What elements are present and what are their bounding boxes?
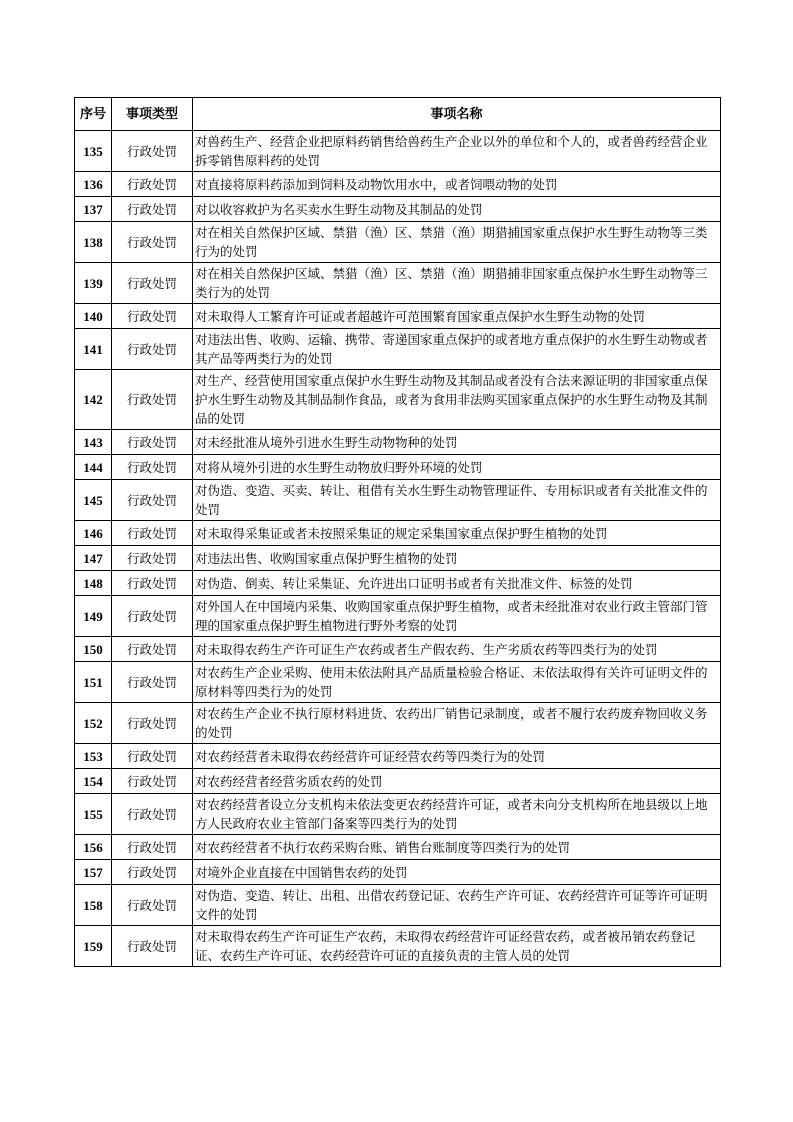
table-row xyxy=(75,926,721,967)
row-matter-type: 行政处罚 xyxy=(112,455,193,480)
row-serial-number: 144 xyxy=(75,455,112,480)
row-matter-type: 行政处罚 xyxy=(112,926,193,967)
header-row xyxy=(75,98,721,131)
row-serial-number: 154 xyxy=(75,769,112,794)
header-matter-type: 事项类型 xyxy=(112,98,193,131)
row-serial-number: 155 xyxy=(75,794,112,835)
row-matter-type: 行政处罚 xyxy=(112,222,193,263)
row-serial-number: 140 xyxy=(75,304,112,329)
row-matter-type: 行政处罚 xyxy=(112,835,193,860)
row-matter-name: 对以收容救护为名买卖水生野生动物及其制品的处罚 xyxy=(193,197,721,222)
table-row xyxy=(75,794,721,835)
table-row xyxy=(75,662,721,703)
header-matter-name: 事项名称 xyxy=(193,98,721,131)
table-row xyxy=(75,329,721,370)
table-row xyxy=(75,637,721,662)
row-serial-number: 150 xyxy=(75,637,112,662)
row-serial-number: 135 xyxy=(75,131,112,172)
row-matter-name: 对违法出售、收购国家重点保护野生植物的处罚 xyxy=(193,546,721,571)
table-row xyxy=(75,521,721,546)
table-row xyxy=(75,769,721,794)
row-serial-number: 145 xyxy=(75,480,112,521)
table-row xyxy=(75,455,721,480)
row-matter-name: 对农药经营者经营劣质农药的处罚 xyxy=(193,769,721,794)
table-body xyxy=(75,131,721,967)
row-matter-type: 行政处罚 xyxy=(112,571,193,596)
table-header xyxy=(75,98,721,131)
row-matter-type: 行政处罚 xyxy=(112,521,193,546)
row-matter-name: 对农药经营者不执行农药采购台账、销售台账制度等四类行为的处罚 xyxy=(193,835,721,860)
row-matter-name: 对未取得采集证或者未按照采集证的规定采集国家重点保护野生植物的处罚 xyxy=(193,521,721,546)
row-matter-type: 行政处罚 xyxy=(112,197,193,222)
row-serial-number: 146 xyxy=(75,521,112,546)
row-matter-type: 行政处罚 xyxy=(112,769,193,794)
row-serial-number: 157 xyxy=(75,860,112,885)
row-matter-type: 行政处罚 xyxy=(112,885,193,926)
row-matter-name: 对未取得农药生产许可证生产农药，未取得农药经营许可证经营农药，或者被吊销农药登记证、农药生产许可证、农药经营许可证的直接负责的主管人员的处罚 xyxy=(193,926,721,967)
row-matter-name: 对直接将原料药添加到饲料及动物饮用水中，或者饲喂动物的处罚 xyxy=(193,172,721,197)
table-row xyxy=(75,263,721,304)
table-row xyxy=(75,744,721,769)
row-matter-name: 对境外企业直接在中国销售农药的处罚 xyxy=(193,860,721,885)
row-serial-number: 136 xyxy=(75,172,112,197)
table-row xyxy=(75,571,721,596)
row-matter-type: 行政处罚 xyxy=(112,860,193,885)
table-row xyxy=(75,703,721,744)
table-row xyxy=(75,131,721,172)
row-matter-type: 行政处罚 xyxy=(112,304,193,329)
row-matter-type: 行政处罚 xyxy=(112,131,193,172)
matters-table xyxy=(74,97,721,967)
table-row xyxy=(75,596,721,637)
table-row xyxy=(75,222,721,263)
row-matter-name: 对生产、经营使用国家重点保护水生野生动物及其制品或者没有合法来源证明的非国家重点保护水生野生动物及其制品制作食品，或者为食用非法购买国家重点保护的水生野生动物及其制品的处罚 xyxy=(193,370,721,430)
row-matter-name: 对伪造、变造、买卖、转让、租借有关水生野生动物管理证件、专用标识或者有关批准文件的处罚 xyxy=(193,480,721,521)
row-matter-type: 行政处罚 xyxy=(112,662,193,703)
row-serial-number: 158 xyxy=(75,885,112,926)
table-row xyxy=(75,860,721,885)
row-serial-number: 148 xyxy=(75,571,112,596)
row-matter-type: 行政处罚 xyxy=(112,744,193,769)
row-matter-type: 行政处罚 xyxy=(112,637,193,662)
row-serial-number: 141 xyxy=(75,329,112,370)
row-serial-number: 137 xyxy=(75,197,112,222)
row-matter-type: 行政处罚 xyxy=(112,546,193,571)
table-row xyxy=(75,835,721,860)
row-matter-name: 对农药生产企业采购、使用未依法附具产品质量检验合格证、未依法取得有关许可证明文件的原材料等四类行为的处罚 xyxy=(193,662,721,703)
table-row xyxy=(75,546,721,571)
table-row xyxy=(75,480,721,521)
row-serial-number: 147 xyxy=(75,546,112,571)
table-row xyxy=(75,172,721,197)
row-matter-name: 对兽药生产、经营企业把原料药销售给兽药生产企业以外的单位和个人的，或者兽药经营企业拆零销售原料药的处罚 xyxy=(193,131,721,172)
row-matter-name: 对未经批准从境外引进水生野生动物物种的处罚 xyxy=(193,430,721,455)
row-serial-number: 143 xyxy=(75,430,112,455)
table-row xyxy=(75,197,721,222)
table-row xyxy=(75,370,721,430)
header-serial-number: 序号 xyxy=(75,98,112,131)
row-matter-name: 对农药经营者未取得农药经营许可证经营农药等四类行为的处罚 xyxy=(193,744,721,769)
row-matter-name: 对伪造、倒卖、转让采集证、允许进出口证明书或者有关批准文件、标签的处罚 xyxy=(193,571,721,596)
row-serial-number: 156 xyxy=(75,835,112,860)
row-matter-name: 对将从境外引进的水生野生动物放归野外环境的处罚 xyxy=(193,455,721,480)
row-matter-type: 行政处罚 xyxy=(112,263,193,304)
row-matter-type: 行政处罚 xyxy=(112,430,193,455)
row-matter-name: 对农药经营者设立分支机构未依法变更农药经营许可证，或者未向分支机构所在地县级以上地方人民政府农业主管部门备案等四类行为的处罚 xyxy=(193,794,721,835)
row-matter-type: 行政处罚 xyxy=(112,172,193,197)
table-row xyxy=(75,304,721,329)
row-matter-type: 行政处罚 xyxy=(112,329,193,370)
row-serial-number: 149 xyxy=(75,596,112,637)
row-matter-name: 对在相关自然保护区域、禁猎（渔）区、禁猎（渔）期猎捕非国家重点保护水生野生动物等三类行为的处罚 xyxy=(193,263,721,304)
row-serial-number: 159 xyxy=(75,926,112,967)
row-matter-type: 行政处罚 xyxy=(112,703,193,744)
row-matter-name: 对农药生产企业不执行原材料进货、农药出厂销售记录制度，或者不履行农药废弃物回收义务的处罚 xyxy=(193,703,721,744)
row-matter-name: 对在相关自然保护区域、禁猎（渔）区、禁猎（渔）期猎捕国家重点保护水生野生动物等三类行为的处罚 xyxy=(193,222,721,263)
row-matter-name: 对未取得人工繁育许可证或者超越许可范围繁育国家重点保护水生野生动物的处罚 xyxy=(193,304,721,329)
row-matter-type: 行政处罚 xyxy=(112,794,193,835)
row-matter-name: 对违法出售、收购、运输、携带、寄递国家重点保护的或者地方重点保护的水生野生动物或者其产品等两类行为的处罚 xyxy=(193,329,721,370)
row-matter-name: 对未取得农药生产许可证生产农药或者生产假农药、生产劣质农药等四类行为的处罚 xyxy=(193,637,721,662)
row-matter-name: 对伪造、变造、转让、出租、出借农药登记证、农药生产许可证、农药经营许可证等许可证明文件的处罚 xyxy=(193,885,721,926)
row-matter-type: 行政处罚 xyxy=(112,480,193,521)
row-matter-name: 对外国人在中国境内采集、收购国家重点保护野生植物，或者未经批准对农业行政主管部门管理的国家重点保护野生植物进行野外考察的处罚 xyxy=(193,596,721,637)
row-serial-number: 152 xyxy=(75,703,112,744)
table-row xyxy=(75,430,721,455)
row-serial-number: 139 xyxy=(75,263,112,304)
row-serial-number: 142 xyxy=(75,370,112,430)
row-serial-number: 138 xyxy=(75,222,112,263)
row-serial-number: 151 xyxy=(75,662,112,703)
row-matter-type: 行政处罚 xyxy=(112,370,193,430)
table-row xyxy=(75,885,721,926)
row-serial-number: 153 xyxy=(75,744,112,769)
row-matter-type: 行政处罚 xyxy=(112,596,193,637)
